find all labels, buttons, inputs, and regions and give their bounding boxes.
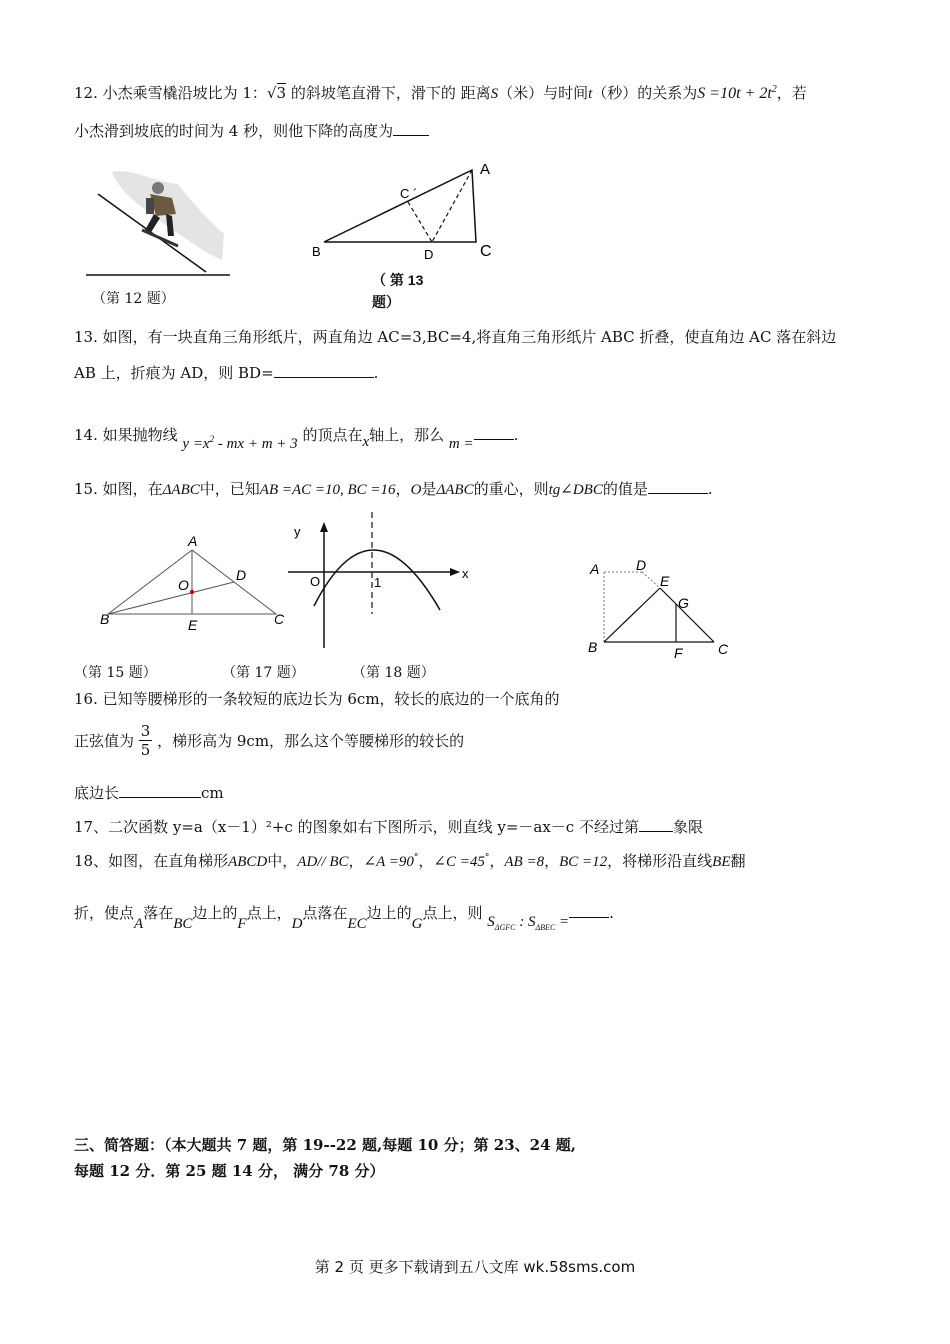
fig15-caption: （第 15 题） xyxy=(74,665,157,681)
fig12-skier-figure xyxy=(84,168,244,280)
fig18-caption: （第 18 题） xyxy=(352,665,435,681)
q12-formula: S =10t + 2t xyxy=(697,85,772,102)
fig17-label-O: O xyxy=(310,574,321,589)
q12-S: S xyxy=(490,86,499,102)
fig17-label-x: x xyxy=(462,566,469,581)
q13-answer-blank xyxy=(274,363,374,378)
q16-line2: 正弦值为 $\frac{3}{5}$ ，梯形高为 9cm，那么这个等腰梯形的较长的 xyxy=(74,722,465,759)
fig18-label-B: B xyxy=(588,639,598,655)
q14-x: x xyxy=(362,434,370,450)
section3-heading-line2: 每题 12 分．第 25 题 14 分， 满分 78 分） xyxy=(74,1162,385,1180)
fig17-caption: （第 17 题） xyxy=(222,665,305,681)
q18-line2: 折，使点A落在BC边上的F点上，D点落在EC边上的G点上，则 $S_{\Delta GFC}$ : $S_{\Delta BEC}$ = . xyxy=(74,904,614,932)
fig18-trapezoid-figure xyxy=(584,556,754,660)
q14-m: m = xyxy=(448,436,474,452)
fig15-label-A: A xyxy=(188,533,198,549)
fig13-caption: （ 第 13 题） xyxy=(372,272,424,310)
q12-sqrt3: 3 xyxy=(276,84,287,102)
q18-line1: 18、如图，在直角梯形ABCD中，AD// BC，∠A =90°，∠C =45°，AB =8，BC =12，将梯形沿直线BE翻 xyxy=(74,852,746,870)
page-footer: 第 2 页 更多下载请到五八文库 wk.58sms.com xyxy=(314,1258,636,1276)
q13-line1: 13. 如图，有一块直角三角形纸片，两直角边 AC=3,BC=4,将直角三角形纸片 ABC 折叠，使直角边 AC 落在斜边 xyxy=(74,328,837,346)
q17-line: 17、二次函数 y=a（x－1）²+c 的图象如右下图所示，则直线 y=－ax－c 不经过第 象限 xyxy=(74,818,703,836)
q18-area-ratio: $S_{\Delta GFC}$ : $S_{\Delta BEC}$ = xyxy=(487,914,570,932)
fig18-label-E: E xyxy=(660,573,670,589)
fig18-label-A: A xyxy=(590,561,600,577)
fig13-triangle-figure xyxy=(300,160,510,270)
q12-answer-blank xyxy=(393,121,429,136)
q14-line: 14. 如果抛物线 $y =x^2$ - mx + m + 3 的顶点在x轴上，那么 m = . xyxy=(74,426,519,452)
fig15-label-D: D xyxy=(236,567,247,583)
sqrt-symbol: √ xyxy=(266,84,277,102)
q16-fraction: $\frac{3}{5}$ xyxy=(140,722,151,759)
q16-line3: 底边长 cm xyxy=(74,784,224,802)
fig17-label-y: y xyxy=(294,524,301,539)
q15-answer-blank xyxy=(648,479,708,494)
fig18-label-C: C xyxy=(718,641,729,657)
fig15-label-C: C xyxy=(274,611,285,627)
fig17-parabola-graph xyxy=(284,510,484,652)
fig13-label-C-prime: C ´ xyxy=(400,186,418,201)
fig13-label-D: D xyxy=(424,247,434,262)
fig17-label-1: 1 xyxy=(374,575,382,590)
fig15-label-E: E xyxy=(188,617,198,633)
q17-answer-blank xyxy=(639,817,673,832)
q14-formula: $y =x^2$ - mx + m + 3 xyxy=(182,434,298,452)
q12-line1: 12. 小杰乘雪橇沿坡比为 1：√3 的斜坡笔直滑下，滑下的 距离S（米）与时间t（秒）的关系为$S =10t + 2t^2$，若 xyxy=(74,84,807,102)
q18-answer-blank xyxy=(569,903,609,918)
fig15-label-O: O xyxy=(178,577,189,593)
fig15-label-B: B xyxy=(100,611,110,627)
fig18-label-F: F xyxy=(674,645,683,660)
fig13-label-B: B xyxy=(312,244,321,259)
fig18-label-G: G xyxy=(678,595,689,611)
fig12-caption: （第 12 题） xyxy=(92,291,175,307)
q15-condition: AB =AC =10, BC =16 xyxy=(259,482,396,498)
q15-line: 15. 如图，在ΔABC中，已知AB =AC =10, BC =16，O是ΔABC的重心，则tg∠DBC的值是 . xyxy=(74,480,713,498)
q16-line1: 16. 已知等腰梯形的一条较短的底边长为 6cm，较长的底边的一个底角的 xyxy=(74,690,560,708)
section3-heading-line1: 三、简答题：（本大题共 7 题，第 19--22 题,每题 10 分；第 23、24 题, xyxy=(74,1136,576,1154)
fig18-label-D: D xyxy=(636,557,647,573)
q13-line2: AB 上，折痕为 AD，则 BD= . xyxy=(74,364,379,382)
fig13-label-C: C xyxy=(480,243,492,260)
q15-tg-expression: tg∠DBC xyxy=(548,482,603,498)
q12-t: t xyxy=(588,86,593,102)
fig13-label-A: A xyxy=(480,161,491,178)
fig15-triangle-figure xyxy=(96,530,296,634)
q12-line2: 小杰滑到坡底的时间为 4 秒，则他下降的高度为 xyxy=(74,120,429,141)
q14-answer-blank xyxy=(474,425,514,440)
q16-answer-blank xyxy=(119,783,201,798)
